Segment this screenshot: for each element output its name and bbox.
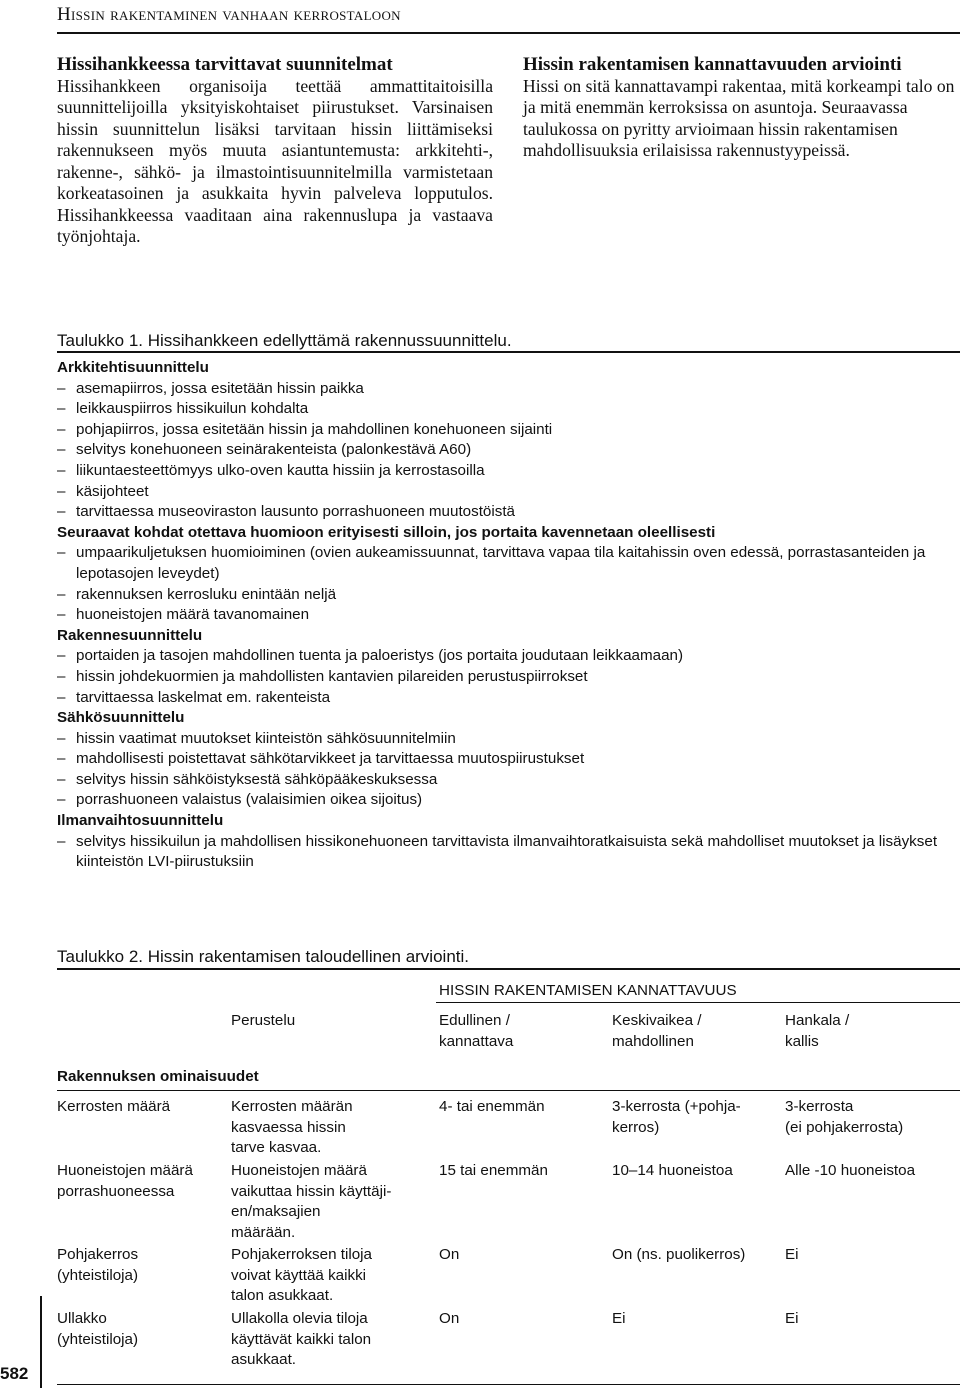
col-edullinen-line: kannattava [439,1032,514,1050]
table1-item-text: hissin vaatimat muutokset kiinteistön sähkösuunnitelmiin [76,729,456,747]
table2-cell-feature [57,1245,138,1286]
table2-cell-line: Ei [785,1246,799,1263]
table1-list-item [57,790,960,811]
table2-cell-line: Huoneistojen määrä [57,1162,193,1179]
dash-bullet: – [57,770,66,788]
table1-item-text: tarvittaessa museoviraston lausunto porrashuoneen muutostöistä [76,503,515,521]
table1-item-text: tarvittaessa laskelmat em. rakenteista [76,688,331,706]
table1-group-title: Ilmanvaihtosuunnittelu [57,812,224,830]
table1-group-list [57,646,960,708]
table2-cell-line: Alle -10 huoneistoa [785,1162,916,1179]
table1-item-text: portaiden ja tasojen mahdollinen tuenta ja paloeristys (jos portaita joudutaan leikkaamaan) [76,647,684,665]
table2-cell-line: asukkaat. [231,1351,297,1369]
dash-bullet: – [57,585,66,603]
table1-list-item [57,832,960,873]
table2-mid-rule [57,1090,960,1091]
table2-cell-line: Kerrosten määrä [57,1098,171,1115]
table2-top-rule [57,968,960,970]
table1-item-text: porrashuoneen valaistus (valaisimien oikea sijoitus) [76,791,423,809]
dash-bullet: – [57,461,66,479]
table2-cell-line: 4- tai enemmän [439,1098,545,1115]
dash-bullet: – [57,750,66,768]
table2-cell-line: 15 tai enemmän [439,1162,548,1179]
page-number-rule [40,1296,42,1388]
table2-cell-medium [612,1097,741,1138]
dash-bullet: – [57,606,66,624]
table2-col-keskivaikea [612,1011,701,1052]
table1-group-list [57,379,960,523]
table2-cell-good [439,1161,548,1182]
table1-list-item [57,482,960,503]
table2-caption: Taulukko 2. Hissin rakentamisen taloudellinen arviointi. [57,947,469,966]
table1-item-text: mahdollisesti poistettavat sähkötarvikkeet ja tarvittaessa muutospiirustukset [76,750,585,768]
table2-cell-feature [57,1309,138,1350]
dash-bullet: – [57,791,66,809]
table2-cell-line: (ei pohjakerrosta) [785,1118,904,1136]
table2-cell-reason [231,1309,371,1371]
table1-item-text: liikuntaesteettömyys ulko-oven kautta hissiin ja kerrostasoilla [76,461,485,479]
table2-cell-line: (yhteistiloja) [57,1330,139,1348]
table2-col-perustelu: Perustelu [231,1012,296,1029]
table2-cell-hard [785,1245,799,1266]
table1-item-text: umpaarikuljetuksen huomioiminen (ovien aukeamissuunnat, tarvittava vapaa tila kaitahissin oven edessä, porrastasanteiden ja lepotasojen leveydet) [76,544,926,582]
table1-list-item [57,585,960,606]
table1-list-item [57,646,960,667]
table1-list-item [57,461,960,482]
table2-cell-line: 10–14 huoneistoa [612,1162,733,1179]
table2-cell-line: Ullakolla olevia tiloja [231,1310,368,1327]
dash-bullet: – [57,482,66,500]
table2-cell-line: vaikuttaa hissin käyttäji- [231,1182,392,1200]
table2-bottom-rule [57,1384,960,1385]
table2-cell-line: määrään. [231,1223,296,1241]
table2-cell-line: On [439,1310,460,1327]
table1-list-item [57,749,960,770]
table2-cell-line: (yhteistiloja) [57,1266,139,1284]
table1-list-item [57,543,960,584]
table1-group-title: Arkkitehtisuunnittelu [57,359,209,376]
table2-cell-feature [57,1097,170,1118]
table2-cell-good [439,1309,459,1330]
right-column [523,54,960,162]
table2-cell-reason [231,1245,372,1307]
table1-list-item [57,688,960,709]
table1-group-list [57,729,960,811]
table2-cell-line: talon asukkaat. [231,1287,334,1305]
table1-list-item [57,729,960,750]
table1-item-text: pohjapiirros, jossa esitetään hissin ja mahdollinen konehuoneen sijainti [76,420,553,438]
table2-cell-line: Ei [785,1310,799,1327]
col-hankala-line: Hankala / [785,1012,850,1029]
table2-cell-line: On (ns. puolikerros) [612,1246,746,1263]
table1-item-text: huoneistojen määrä tavanomainen [76,606,310,624]
left-heading: Hissihankkeessa tarvittavat suunnitelmat [57,54,393,75]
table2-group-header: HISSIN RAKENTAMISEN KANNATTAVUUS [439,982,737,999]
col-keskivaikea-line: mahdollinen [612,1032,694,1050]
col-edullinen-line: Edullinen / [439,1012,510,1029]
table2-cell-good [439,1245,459,1266]
page-number: 582 [0,1364,29,1383]
table2-cell-line: Pohjakerroksen tiloja [231,1246,372,1263]
table1-item-text: selvitys konehuoneen seinärakenteista (palonkestävä A60) [76,441,472,459]
table1-item-text: asemapiirros, jossa esitetään hissin paikka [76,379,364,397]
table2-cell-line: 3-kerrosta (+pohja- [612,1098,741,1115]
dash-bullet: – [57,729,66,747]
table1-list-item [57,502,960,523]
dash-bullet: – [57,400,66,418]
table1-group-title: Sähkösuunnittelu [57,709,185,727]
running-head: Hissin rakentaminen vanhaan kerrostaloon [57,4,401,25]
table2-cell-line: kerros) [612,1118,660,1136]
table2-cell-line: Pohjakerros [57,1246,139,1263]
table1-item-text: selvitys hissin sähköistyksestä sähköpääkeskuksessa [76,770,438,788]
dash-bullet: – [57,379,66,397]
table2-cell-hard [785,1097,903,1138]
table1-group-list [57,543,960,625]
table2-cell-line: Huoneistojen määrä [231,1162,367,1179]
table1-list-item [57,440,960,461]
table2-col-hankala [785,1011,849,1052]
table1-list-item [57,770,960,791]
table1-list-item [57,420,960,441]
table2-cell-line: tarve kasvaa. [231,1139,322,1157]
table1-group-title: Seuraavat kohdat otettava huomioon erityisesti silloin, jos portaita kavennetaan oleellisesti [57,523,716,541]
table1-list-item [57,379,960,400]
table2-cell-hard [785,1309,799,1330]
table2-cell-medium [612,1245,745,1266]
table1-item-text: leikkauspiirros hissikuilun kohdalta [76,400,309,418]
dash-bullet: – [57,544,66,562]
table1-list-item [57,399,960,420]
table2-cell-good [439,1097,545,1118]
right-body: Hissi on sitä kannattavampi rakentaa, mitä korkeampi talo on ja mitä enemmän kerroksissa on asuntoja. Seuraavassa taulukossa on pyritty arvioimaan hissin rakentamisen mahdollisuuksia erilaisissa rakennustyypeissä. [523,75,955,160]
dash-bullet: – [57,441,66,459]
table1-list-item [57,605,960,626]
table2-cell-line: 3-kerrosta [785,1098,854,1115]
table2-cell-line: On [439,1246,460,1263]
dash-bullet: – [57,503,66,521]
table1-rule [57,351,960,353]
table1-caption: Taulukko 1. Hissihankkeen edellyttämä rakennussuunnittelu. [57,331,512,350]
table1-item-text: hissin johdekuormien ja mahdollisten kantavien pilareiden perustuspiirrokset [76,667,588,685]
table2-cell-feature [57,1161,193,1202]
table2-cell-medium [612,1161,733,1182]
table2-cell-line: Kerrosten määrän [231,1098,353,1115]
table1-item-text: rakennuksen kerrosluku enintään neljä [76,585,337,603]
right-heading: Hissin rakentamisen kannattavuuden arviointi [523,54,902,75]
dash-bullet: – [57,688,66,706]
table1-body [57,358,960,873]
table1-list-item [57,667,960,688]
table2-cell-hard [785,1161,915,1182]
dash-bullet: – [57,647,66,665]
table1-group-title: Rakennesuunnittelu [57,626,203,644]
table2-cell-line: kasvaessa hissin [231,1118,346,1136]
table2-cell-line: voivat käyttää kaikki [231,1266,367,1284]
col-keskivaikea-line: Keskivaikea / [612,1012,702,1029]
table2-cell-line: Ei [612,1310,626,1327]
dash-bullet: – [57,832,66,850]
dash-bullet: – [57,420,66,438]
table2-cell-line: Ullakko [57,1310,107,1327]
table2-cell-medium [612,1309,626,1330]
header-rule [57,32,960,34]
table2-col-edullinen [439,1011,513,1052]
table1-item-text: käsijohteet [76,482,149,500]
table2-section-title: Rakennuksen ominaisuudet [57,1068,259,1085]
left-body: Hissihankkeen organisoija teettää ammattitaitoisilla suunnittelijoilla yksityiskohtaiset piirustukset. Varsinaisen hissin suunnittelun lisäksi tarvitaan hissin liittämiseksi rakennukseen myös muuta asiantuntemusta: arkkitehti-, rakenne-, sähkö- ja ilmastointisuunnitelmilla varmistetaan korkeatasoinen ja asukkaita hyvin palveleva lopputulos. Hissihankkeessa vaaditaan aina rakennuslupa ja vastaava työnjohtaja. [57,75,493,246]
table2-cell-line: porrashuoneessa [57,1182,175,1200]
col-hankala-line: kallis [785,1032,819,1050]
table1-item-text: selvitys hissikuilun ja mahdollisen hissikonehuoneen tarvittavista ilmanvaihtoratkaisuista sekä mahdolliset muutokset ja lisäykset kiinteistön LVI-piirustuksiin [76,832,938,871]
table2-cell-line: käyttävät kaikki talon [231,1330,372,1348]
table2-group-rule [436,1002,960,1003]
table2-cell-reason [231,1161,391,1243]
table1-group-list [57,832,960,873]
table2-cell-line: en/maksajien [231,1203,321,1221]
dash-bullet: – [57,667,66,685]
left-column [57,54,493,248]
table2-cell-reason [231,1097,353,1159]
